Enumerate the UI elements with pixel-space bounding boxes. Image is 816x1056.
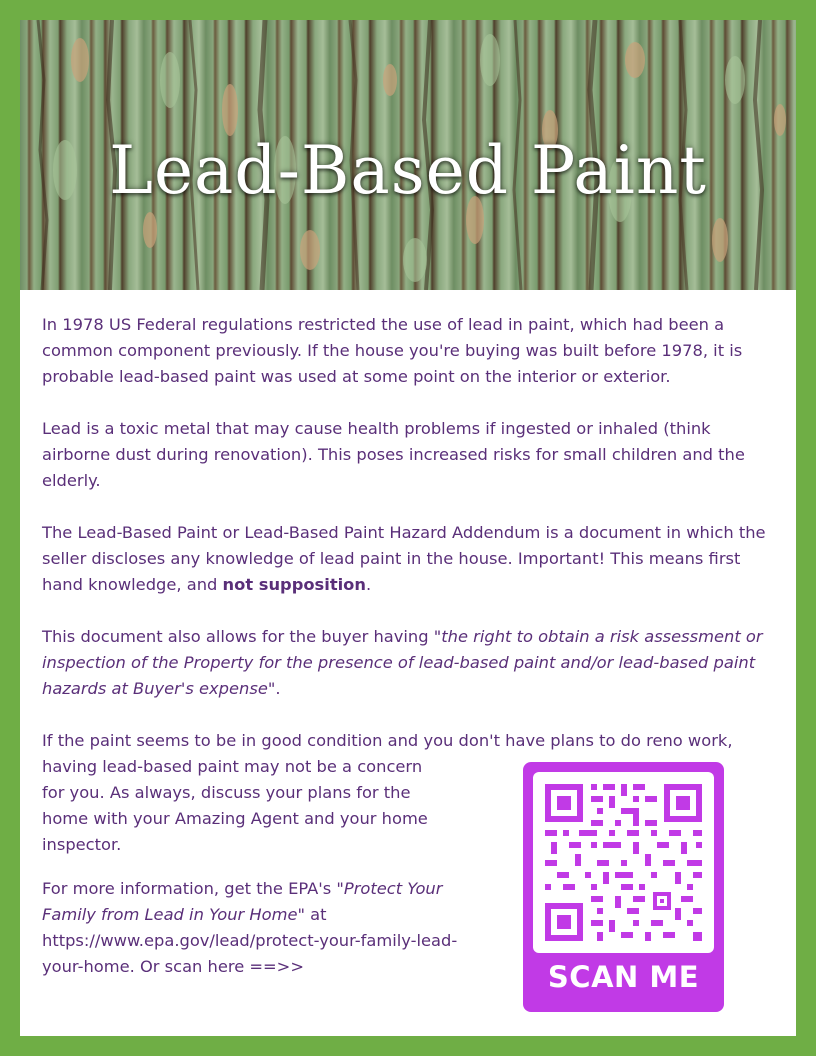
paragraph-condition-line1: If the paint seems to be in good condition and you don't have plans to do reno work, [42,731,733,750]
paragraph-addendum [42,520,772,598]
buyer-rights-intro: This document also allows for the buyer having " [42,627,442,646]
peeling-paint-banner [20,20,796,290]
qr-scan-card[interactable] [523,762,724,1012]
page-title: Lead-Based Paint [109,132,707,209]
article-body [42,312,772,754]
buyer-rights-quote: the right to obtain a risk assessment or inspection of the Property for the presence of lead-based paint and/or lead-based paint hazards at Buyer's expense [42,627,763,698]
paragraph-lead-history: In 1978 US Federal regulations restricted the use of lead in paint, which had been a common component previously. If the house you're buying was built before 1978, it is probable lead-based paint was used at some point on the interior or exterior. [42,315,743,386]
paragraph-lead-toxicity: Lead is a toxic metal that may cause health problems if ingested or inhaled (think airborne dust during renovation). This poses increased risks for small children and the elderly. [42,419,745,490]
document-page [20,20,796,1036]
qr-code-icon[interactable] [533,772,714,953]
qr-code-frame [533,772,714,953]
addendum-period: . [365,575,372,594]
addendum-text: The Lead-Based Paint or Lead-Based Paint Hazard Addendum is a document in which the seller discloses any knowledge of lead paint in the house. Important! This means first hand knowledge, and [42,523,766,594]
emphasis-not-supposition: not supposition [222,575,366,594]
buyer-rights-close: ". [267,679,281,698]
paragraph-more-info [42,876,470,980]
more-info-intro: For more information, get the EPA's " [42,879,344,898]
paragraph-buyer-rights [42,624,772,702]
paragraph-condition-rest-block [42,754,438,858]
scan-me-label: SCAN ME [547,960,700,994]
paragraph-more-info-block [42,876,470,980]
paragraph-condition-rest: having lead-based paint may not be a concern for you. As always, discuss your plans for the home with your Amazing Agent and your home inspector. [42,757,428,854]
epa-link-text: " at https://www.epa.gov/lead/protect-your-family-lead-your-home. Or scan here ==>> [42,905,458,976]
epa-booklet-title: Protect Your Family from Lead in Your Home [42,879,443,924]
